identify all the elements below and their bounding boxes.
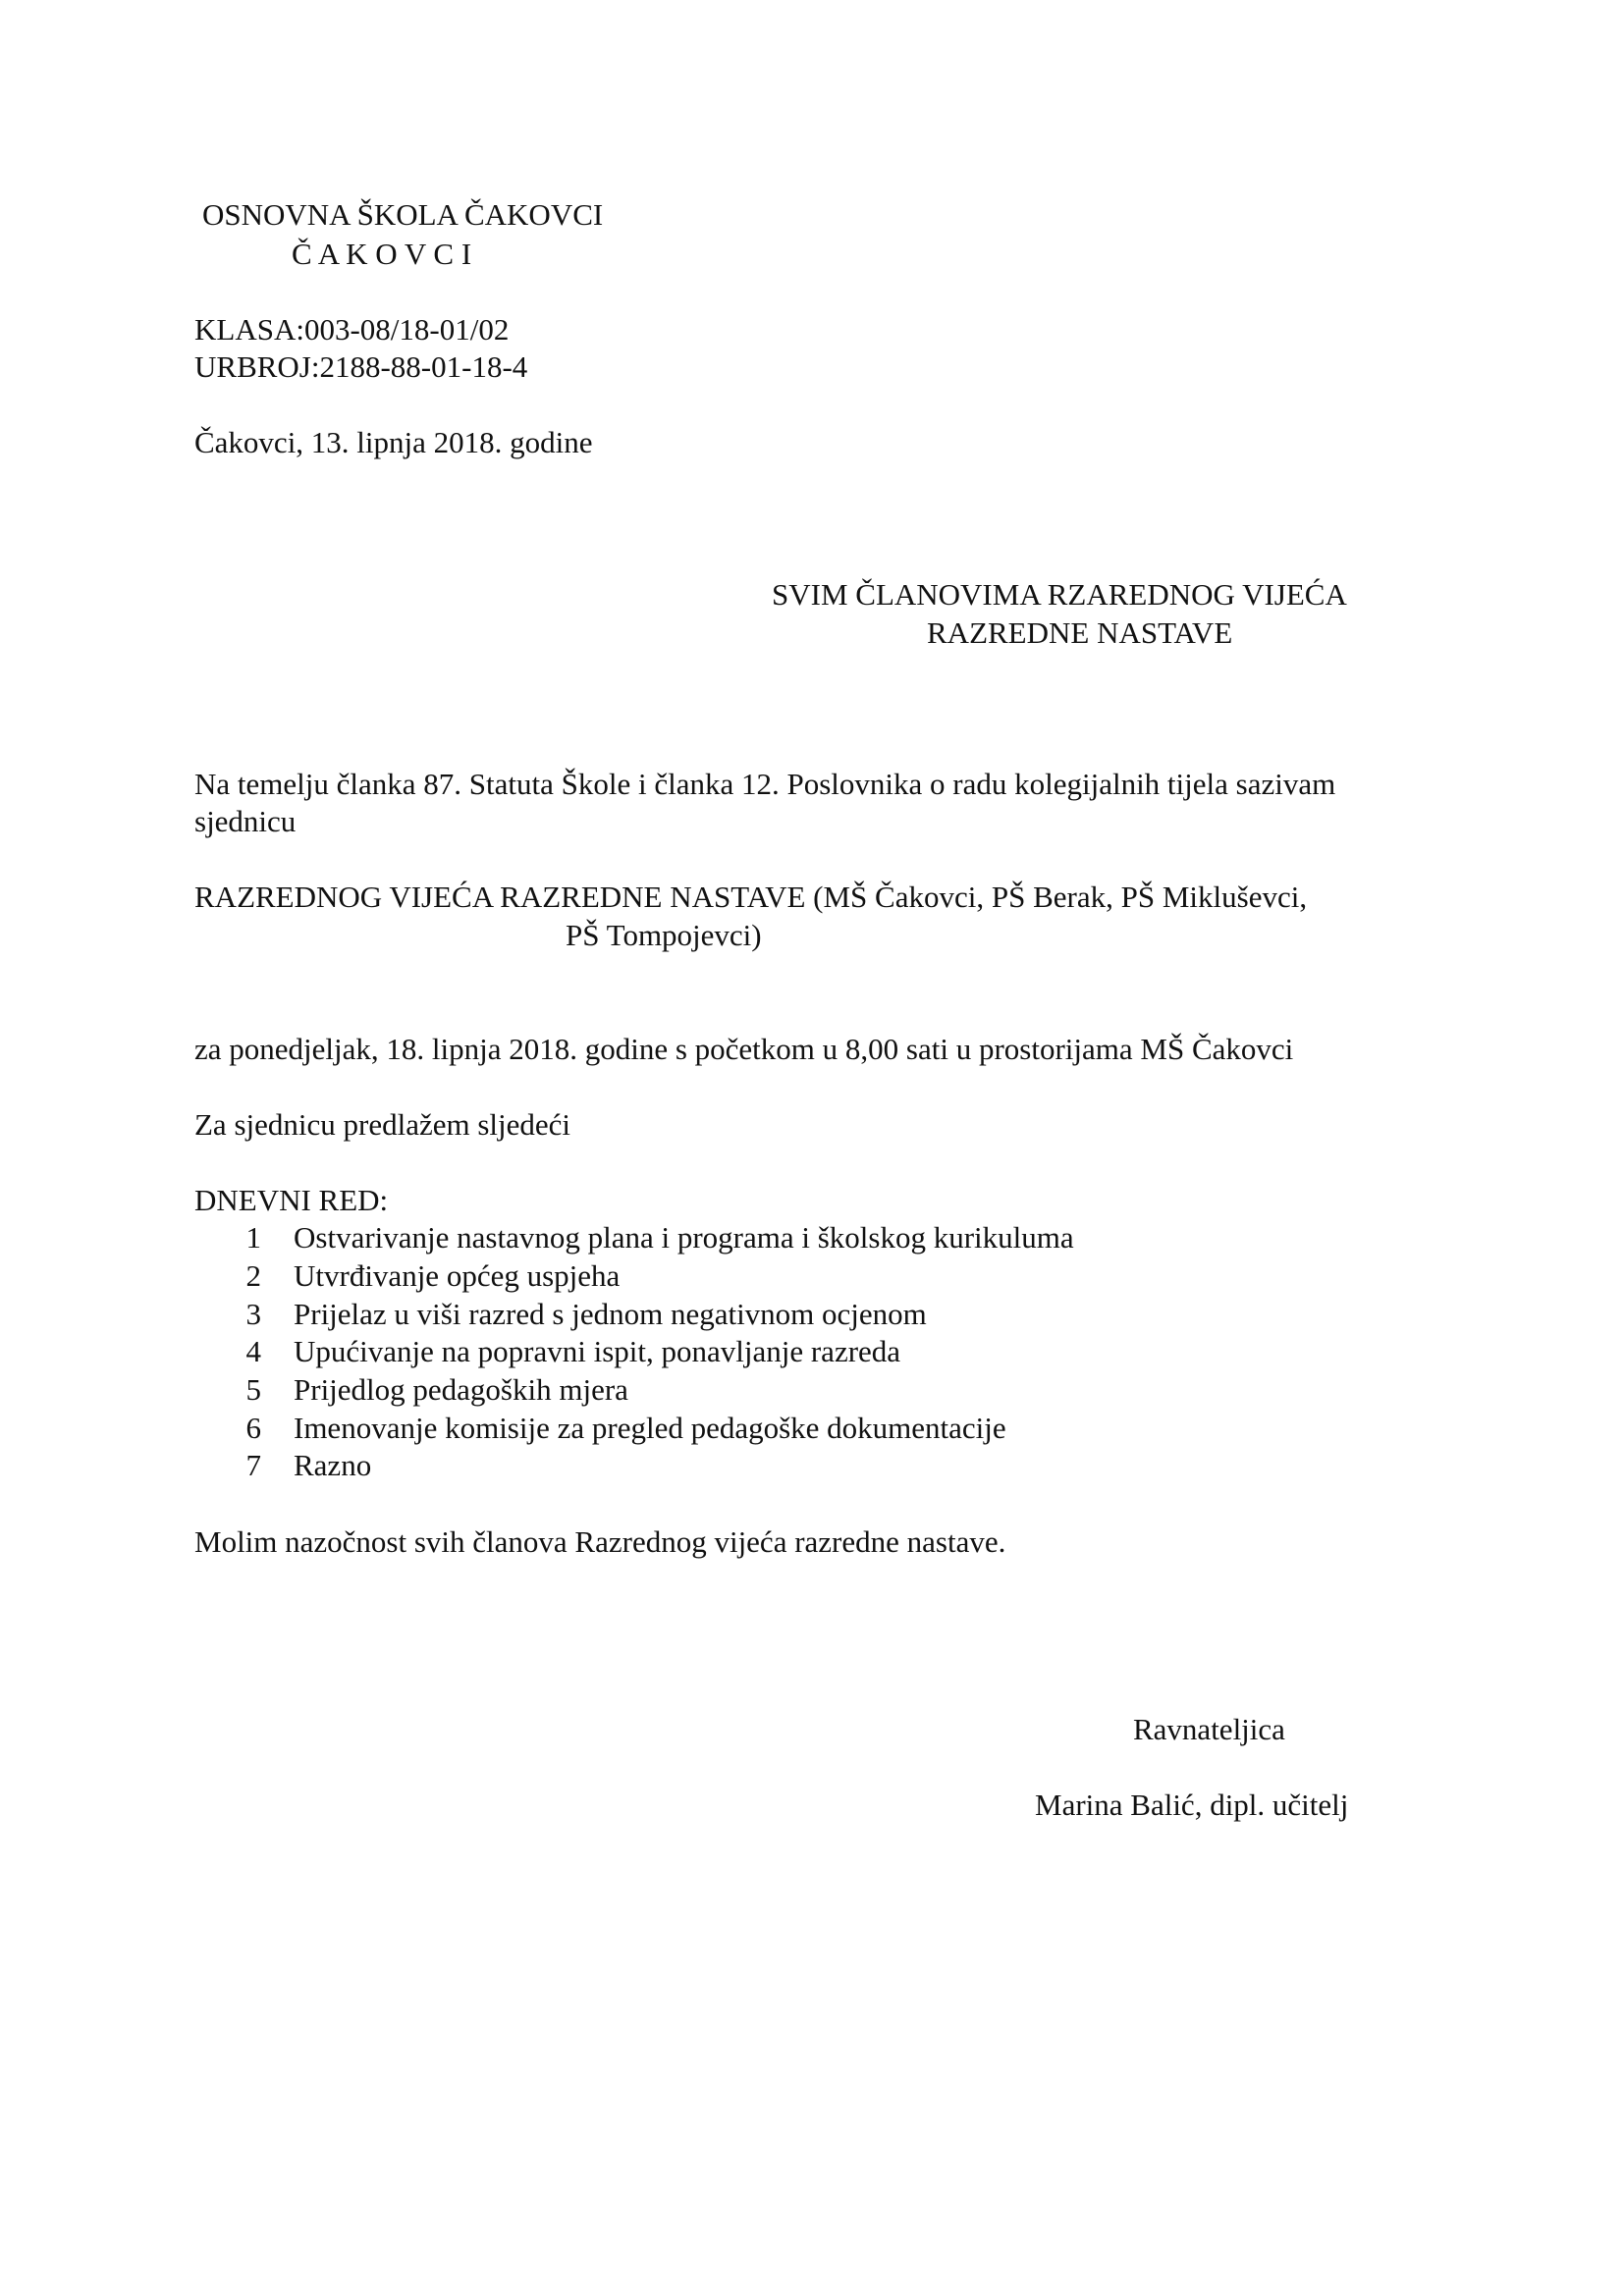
urbroj-reference: URBROJ:2188-88-01-18-4 (194, 349, 528, 384)
klasa-reference: KLASA:003-08/18-01/02 (194, 312, 510, 347)
signature-name: Marina Balić, dipl. učitelj (1035, 1788, 1349, 1822)
agenda-item-number: 2 (245, 1258, 261, 1293)
closing-line: Molim nazočnost svih članova Razrednog vijeća razredne nastave. (194, 1524, 1006, 1559)
council-line-1: RAZREDNOG VIJEĆA RAZREDNE NASTAVE (MŠ Čakovci, PŠ Berak, PŠ Mikluševci, (194, 880, 1308, 914)
addressee-line-1: SVIM ČLANOVIMA RZAREDNOG VIJEĆA (772, 577, 1347, 612)
proposal-line: Za sjednicu predlažem sljedeći (194, 1107, 571, 1142)
agenda-item-text: Prijelaz u viši razred s jednom negativnom ocjenom (294, 1297, 927, 1331)
addressee-line-2: RAZREDNE NASTAVE (927, 615, 1233, 650)
agenda-item-number: 1 (245, 1220, 261, 1255)
meeting-time-line: za ponedjeljak, 18. lipnja 2018. godine s početkom u 8,00 sati u prostorijama MŠ Čakovci (194, 1032, 1294, 1066)
agenda-item-text: Utvrđivanje općeg uspjeha (294, 1258, 621, 1293)
agenda-item-number: 6 (245, 1411, 261, 1445)
agenda-item-text: Prijedlog pedagoških mjera (294, 1372, 628, 1407)
date-line: Čakovci, 13. lipnja 2018. godine (194, 425, 593, 459)
intro-line-2: sjednicu (194, 804, 297, 838)
agenda-item-number: 5 (245, 1372, 261, 1407)
agenda-item-number: 4 (245, 1334, 261, 1368)
agenda-item-text: Ostvarivanje nastavnog plana i programa i školskog kurikuluma (294, 1220, 1074, 1255)
agenda-item-text: Imenovanje komisije za pregled pedagoške dokumentacije (294, 1411, 1006, 1445)
agenda-item-number: 7 (245, 1448, 261, 1482)
school-name: OSNOVNA ŠKOLA ČAKOVCI (202, 197, 604, 232)
agenda-title: DNEVNI RED: (194, 1183, 389, 1217)
signature-title: Ravnateljica (1133, 1712, 1285, 1746)
agenda-item-number: 3 (245, 1297, 261, 1331)
school-place: Č A K O V C I (292, 237, 472, 271)
council-line-2: PŠ Tompojevci) (566, 918, 762, 952)
agenda-item-text: Razno (294, 1448, 372, 1482)
intro-line-1: Na temelju članka 87. Statuta Škole i članka 12. Poslovnika o radu kolegijalnih tijela sazivam (194, 767, 1336, 801)
agenda-item-text: Upućivanje na popravni ispit, ponavljanje razreda (294, 1334, 901, 1368)
